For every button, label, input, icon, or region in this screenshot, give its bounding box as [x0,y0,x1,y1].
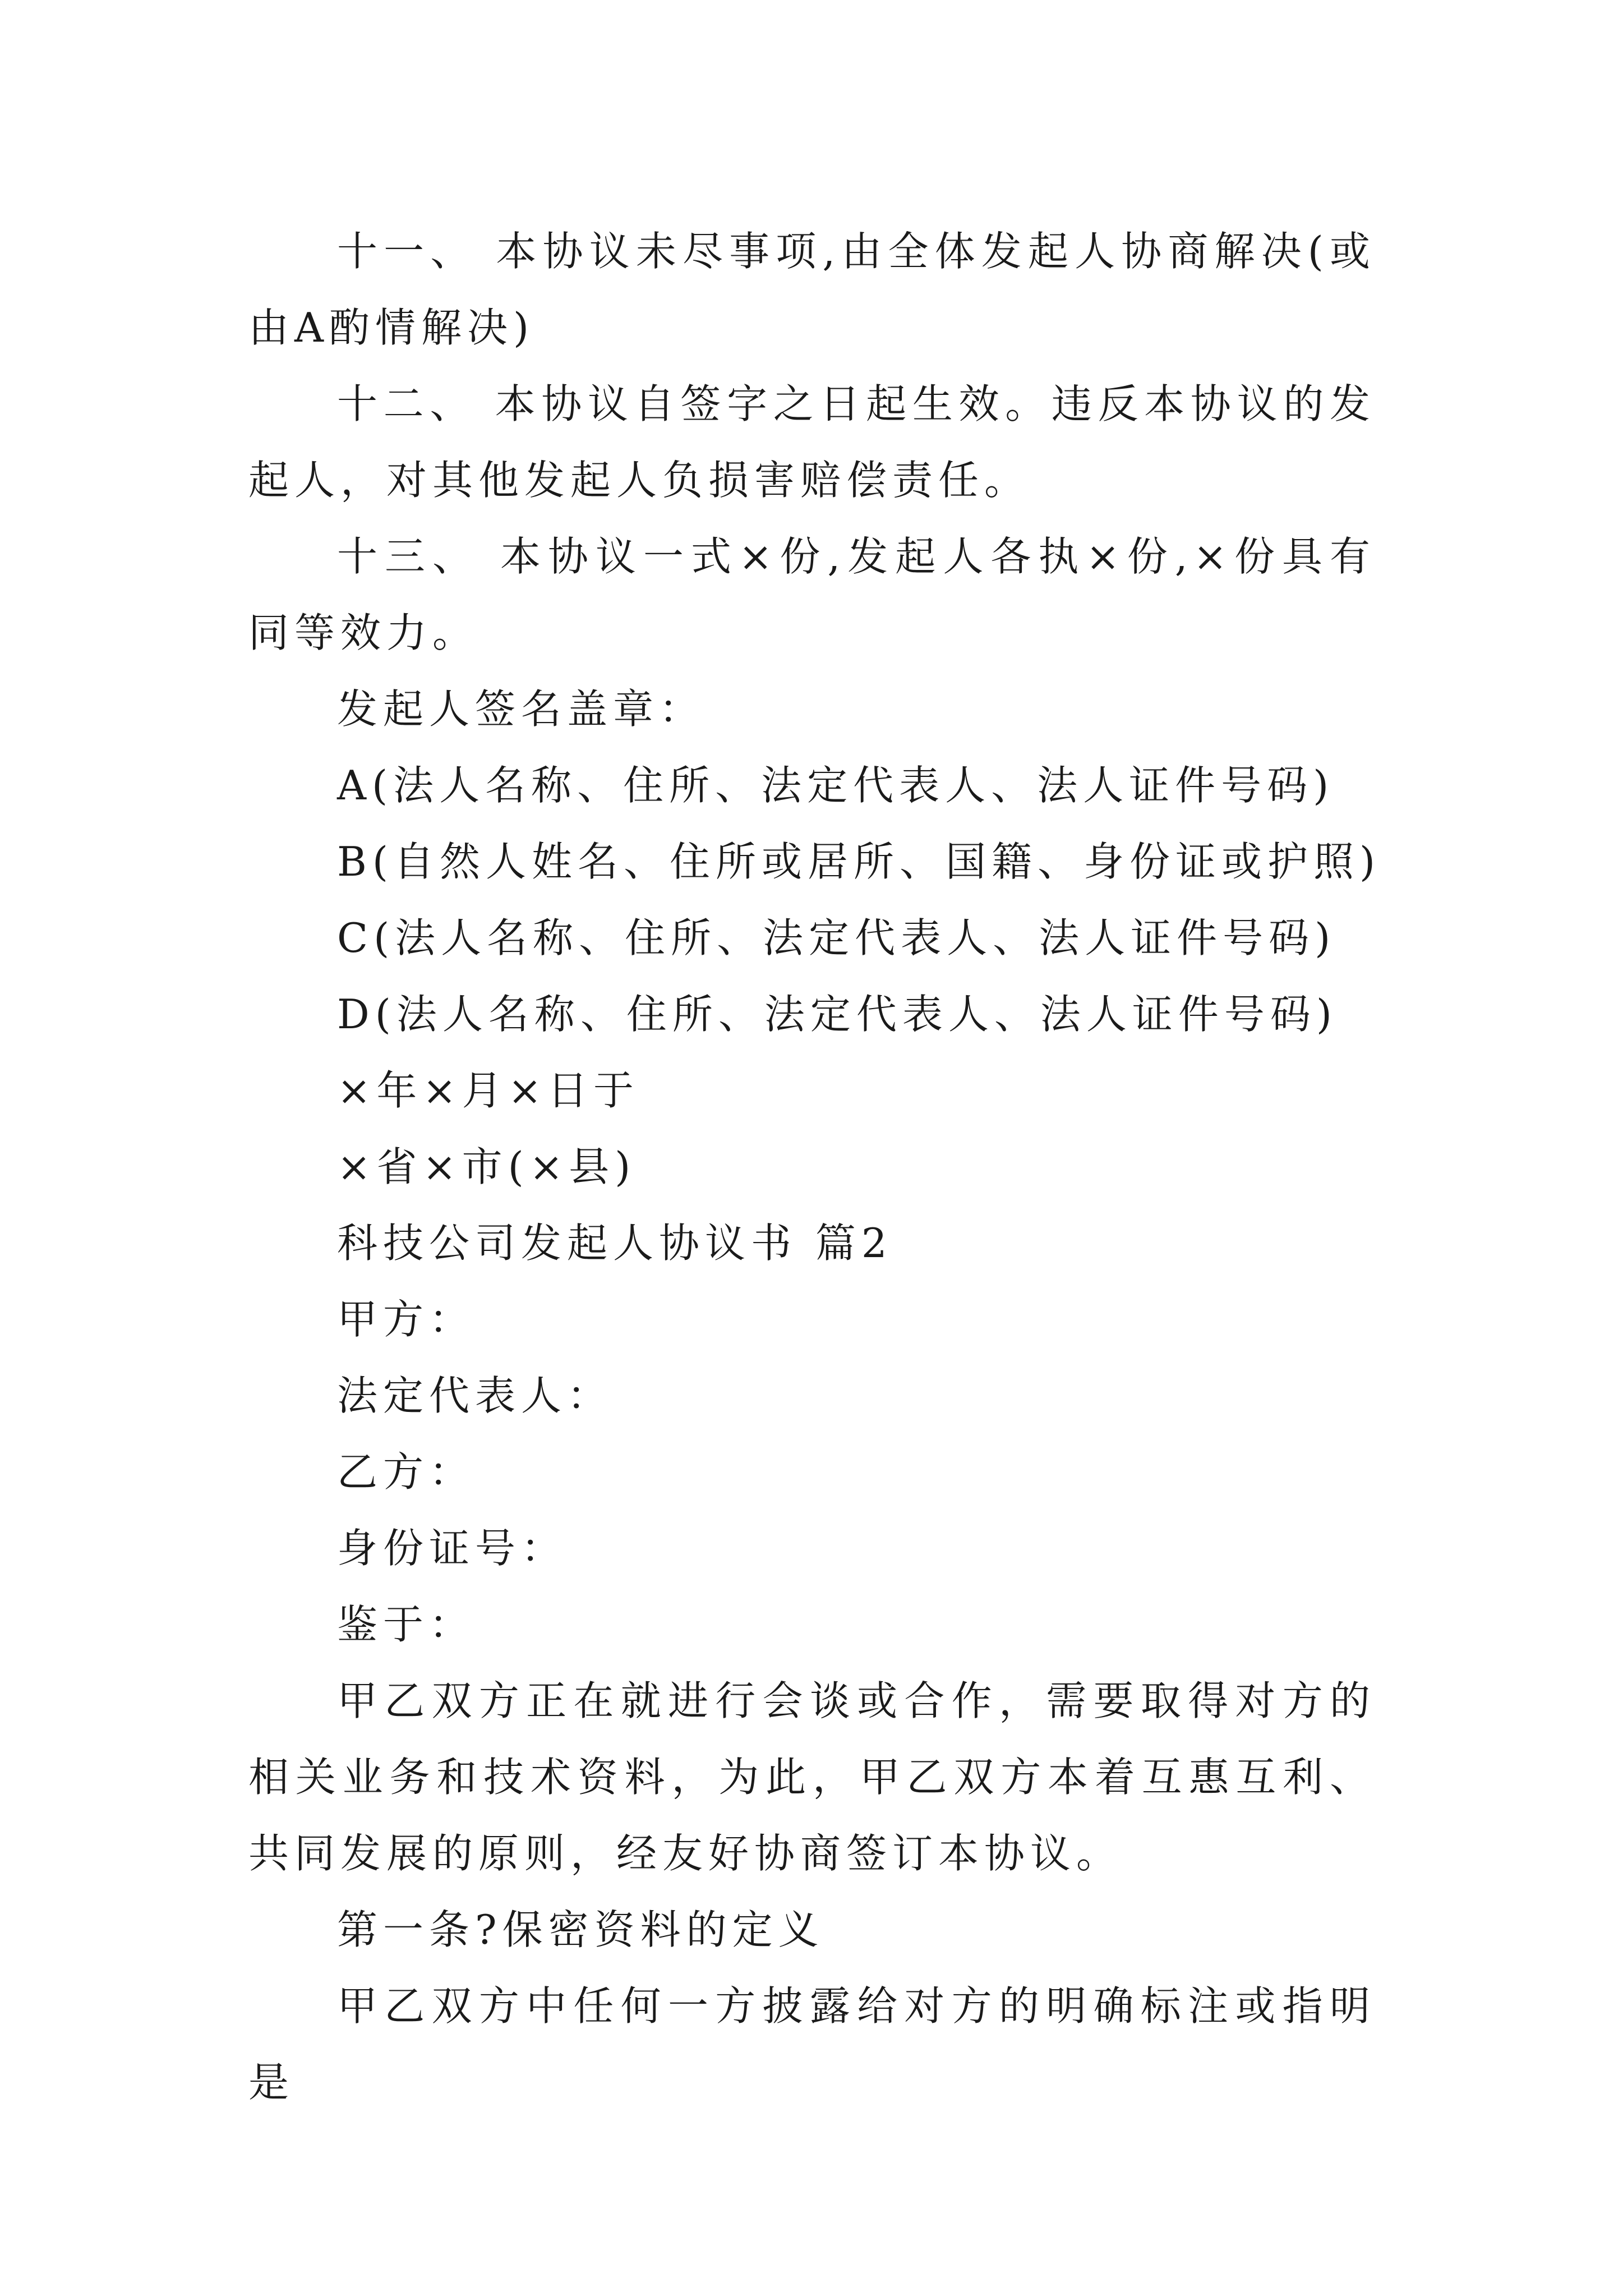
party-a-label: 甲方： [337,1296,476,1343]
signing-place: ×省×市(×县) [337,1143,637,1190]
signatory-d: D(法人名称、住所、法定代表人、法人证件号码) [337,991,1338,1038]
clause-11: 十一、 本协议未尽事项,由全体发起人协商解决(或由A酌情解决) [248,228,1376,351]
signatory-a: A(法人名称、住所、法定代表人、法人证件号码) [337,762,1335,809]
signing-date: ×年×月×日于 [337,1067,639,1114]
recital-paragraph: 甲乙双方正在就进行会谈或合作，需要取得对方的相关业务和技术资料，为此，甲乙双方本着互惠互利、共同发展的原则，经友好协商签订本协议。 [248,1677,1376,1877]
whereas-label: 鉴于： [337,1601,476,1648]
signatory-b: B(自然人姓名、住所或居所、国籍、身份证或护照) [337,838,1381,885]
article-1-heading: 第一条?保密资料的定义 [337,1906,824,1953]
id-number-label: 身份证号： [337,1525,568,1572]
clause-12: 十二、 本协议自签字之日起生效。违反本协议的发起人，对其他发起人负损害赔偿责任。 [248,380,1376,504]
document-body [248,213,1381,2120]
signatory-c: C(法人名称、住所、法定代表人、法人证件号码) [337,914,1336,961]
signature-heading: 发起人签名盖章： [337,685,706,733]
section-title: 科技公司发起人协议书 篇2 [337,1220,893,1267]
legal-representative-label: 法定代表人： [337,1372,614,1419]
article-1-text: 甲乙双方中任何一方披露给对方的明确标注或指明是 [248,1982,1376,2106]
clause-13: 十三、 本协议一式×份,发起人各执×份,×份具有同等效力。 [248,533,1376,656]
party-b-label: 乙方： [337,1448,476,1496]
